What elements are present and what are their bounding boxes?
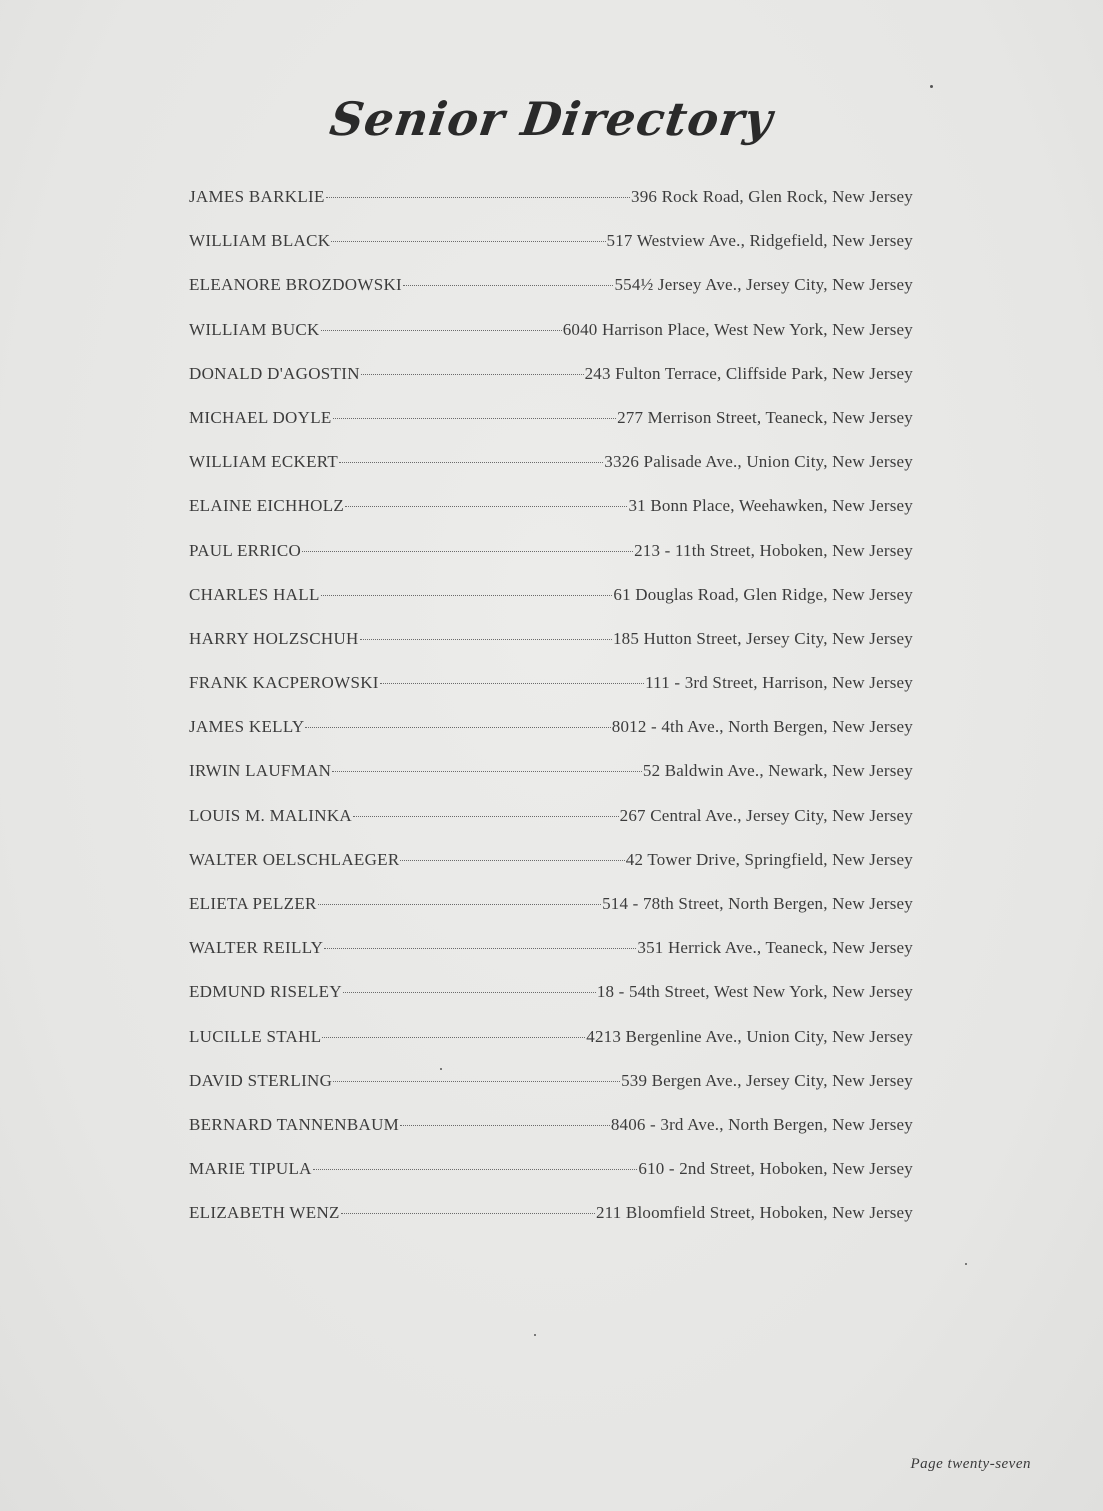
student-name: ELIETA PELZER bbox=[189, 894, 317, 913]
directory-entry bbox=[189, 187, 913, 231]
dot-leader bbox=[313, 1169, 638, 1170]
directory-entry bbox=[189, 408, 913, 452]
dot-leader bbox=[321, 595, 613, 596]
student-name: BERNARD TANNENBAUM bbox=[189, 1114, 400, 1134]
student-address: 8012 - 4th Ave., North Bergen, New Jersey bbox=[611, 717, 913, 737]
student-address: 243 Fulton Terrace, Cliffside Park, New Jersey bbox=[584, 363, 913, 383]
directory-entry bbox=[189, 761, 913, 805]
dot-leader bbox=[332, 771, 642, 772]
student-address: 351 Herrick Ave., Teaneck, New Jersey bbox=[637, 938, 913, 958]
directory-entry bbox=[189, 320, 913, 364]
student-address: 213 - 11th Street, Hoboken, New Jersey bbox=[634, 540, 913, 560]
paper-speck bbox=[930, 85, 933, 88]
directory-entry bbox=[189, 364, 913, 408]
directory-entry bbox=[189, 982, 913, 1026]
student-address: 514 - 78th Street, North Bergen, New Jersey bbox=[602, 894, 913, 913]
student-name: CHARLES HALL bbox=[189, 584, 320, 604]
student-name: DONALD D'AGOSTIN bbox=[189, 363, 360, 383]
directory-entry bbox=[189, 1159, 913, 1203]
student-address: 267 Central Ave., Jersey City, New Jersey bbox=[619, 805, 913, 825]
dot-leader bbox=[302, 551, 633, 552]
dot-leader bbox=[400, 860, 624, 861]
directory-entry bbox=[189, 1027, 913, 1071]
student-address: 111 - 3rd Street, Harrison, New Jersey bbox=[645, 673, 913, 693]
directory-entry bbox=[189, 231, 913, 275]
dot-leader bbox=[322, 1037, 585, 1038]
student-address: 211 Bloomfield Street, Hoboken, New Jersey bbox=[595, 1203, 913, 1223]
directory-entry bbox=[189, 275, 913, 319]
student-name: MARIE TIPULA bbox=[189, 1159, 312, 1179]
student-name: ELEANORE BROZDOWSKI bbox=[189, 275, 402, 295]
directory-entry bbox=[189, 1071, 913, 1115]
dot-leader bbox=[400, 1125, 610, 1126]
dot-leader bbox=[321, 330, 562, 331]
dot-leader bbox=[343, 992, 596, 993]
student-name: JAMES BARKLIE bbox=[189, 187, 325, 206]
directory-entry bbox=[189, 894, 913, 938]
dot-leader bbox=[353, 816, 619, 817]
student-name: WALTER REILLY bbox=[189, 938, 324, 958]
student-address: 42 Tower Drive, Springfield, New Jersey bbox=[625, 849, 913, 869]
directory-entry bbox=[189, 629, 913, 673]
directory-entry bbox=[189, 541, 913, 585]
page-title: Senior Directory bbox=[326, 92, 777, 146]
student-address: 4213 Bergenline Ave., Union City, New Jersey bbox=[586, 1026, 913, 1046]
senior-directory-list bbox=[189, 187, 913, 1248]
directory-entry bbox=[189, 585, 913, 629]
student-name: PAUL ERRICO bbox=[189, 540, 302, 560]
dot-leader bbox=[324, 948, 636, 949]
student-address: 61 Douglas Road, Glen Ridge, New Jersey bbox=[613, 584, 913, 604]
dot-leader bbox=[333, 418, 617, 419]
student-name: WILLIAM BLACK bbox=[189, 231, 331, 251]
student-address: 185 Hutton Street, Jersey City, New Jersey bbox=[612, 628, 913, 648]
directory-entry bbox=[189, 496, 913, 540]
student-address: 31 Bonn Place, Weehawken, New Jersey bbox=[628, 496, 913, 516]
student-name: ELAINE EICHHOLZ bbox=[189, 496, 345, 516]
directory-entry bbox=[189, 717, 913, 761]
student-name: DAVID STERLING bbox=[189, 1070, 333, 1090]
paper-speck bbox=[965, 1263, 967, 1265]
directory-entry bbox=[189, 938, 913, 982]
student-address: 554½ Jersey Ave., Jersey City, New Jersey bbox=[614, 275, 913, 295]
student-address: 517 Westview Ave., Ridgefield, New Jersey bbox=[606, 231, 913, 251]
student-name: LUCILLE STAHL bbox=[189, 1026, 322, 1046]
dot-leader bbox=[345, 506, 627, 507]
directory-entry bbox=[189, 850, 913, 894]
student-name: MICHAEL DOYLE bbox=[189, 407, 332, 427]
directory-entry bbox=[189, 452, 913, 496]
dot-leader bbox=[361, 374, 584, 375]
directory-entry bbox=[189, 1203, 913, 1247]
dot-leader bbox=[305, 727, 610, 728]
directory-entry bbox=[189, 673, 913, 717]
student-address: 396 Rock Road, Glen Rock, New Jersey bbox=[631, 187, 913, 206]
dot-leader bbox=[380, 683, 644, 684]
student-name: WILLIAM ECKERT bbox=[189, 452, 339, 472]
student-address: 8406 - 3rd Ave., North Bergen, New Jersey bbox=[610, 1114, 913, 1134]
student-name: HARRY HOLZSCHUH bbox=[189, 628, 359, 648]
paper-speck bbox=[534, 1334, 536, 1336]
directory-entry bbox=[189, 1115, 913, 1159]
dot-leader bbox=[360, 639, 612, 640]
student-name: JAMES KELLY bbox=[189, 717, 305, 737]
directory-entry bbox=[189, 806, 913, 850]
dot-leader bbox=[326, 197, 630, 198]
student-address: 610 - 2nd Street, Hoboken, New Jersey bbox=[638, 1159, 913, 1179]
student-address: 52 Baldwin Ave., Newark, New Jersey bbox=[642, 761, 913, 781]
dot-leader bbox=[341, 1213, 595, 1214]
student-name: IRWIN LAUFMAN bbox=[189, 761, 332, 781]
student-address: 3326 Palisade Ave., Union City, New Jersey bbox=[604, 452, 913, 472]
student-name: FRANK KACPEROWSKI bbox=[189, 673, 379, 693]
paper-speck bbox=[440, 1068, 442, 1070]
dot-leader bbox=[318, 904, 601, 905]
student-address: 18 - 54th Street, West New York, New Jersey bbox=[596, 982, 913, 1002]
dot-leader bbox=[331, 241, 605, 242]
student-name: WALTER OELSCHLAEGER bbox=[189, 849, 400, 869]
student-address: 277 Merrison Street, Teaneck, New Jersey bbox=[617, 407, 913, 427]
student-name: LOUIS M. MALINKA bbox=[189, 805, 352, 825]
student-name: WILLIAM BUCK bbox=[189, 319, 320, 339]
page-number: Page twenty-seven bbox=[910, 1456, 1031, 1472]
student-address: 6040 Harrison Place, West New York, New Jersey bbox=[562, 319, 913, 339]
student-name: EDMUND RISELEY bbox=[189, 982, 342, 1002]
dot-leader bbox=[333, 1081, 620, 1082]
student-name: ELIZABETH WENZ bbox=[189, 1203, 340, 1223]
dot-leader bbox=[339, 462, 603, 463]
student-address: 539 Bergen Ave., Jersey City, New Jersey bbox=[621, 1070, 913, 1090]
dot-leader bbox=[403, 285, 613, 286]
